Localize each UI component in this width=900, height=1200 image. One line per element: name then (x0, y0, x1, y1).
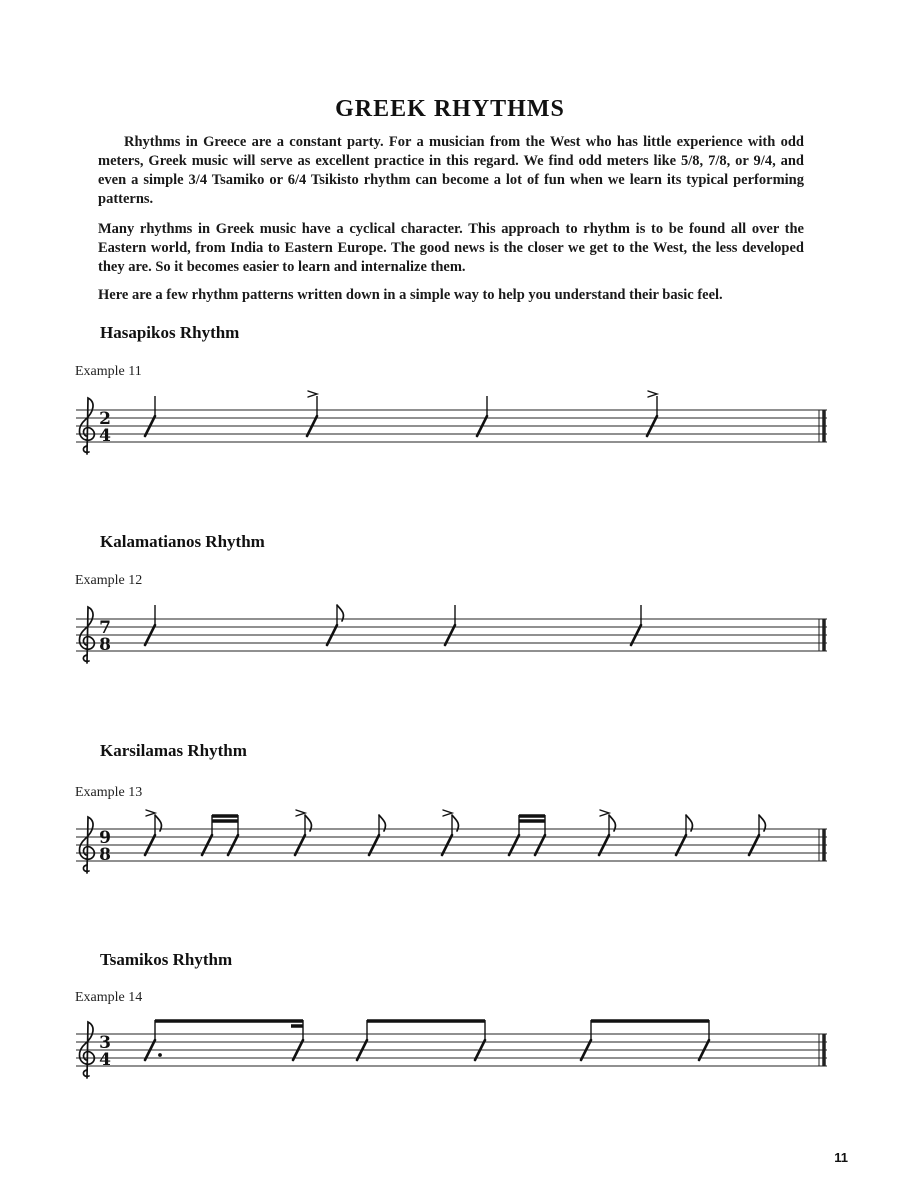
notes-group (145, 391, 657, 436)
staff-example-13 (72, 809, 832, 883)
staff-lines (76, 410, 827, 442)
example-label-11: Example 11 (75, 364, 142, 379)
staff-example-11 (72, 390, 832, 464)
time-signature-top: 9 (99, 828, 111, 848)
time-signature-bottom: 4 (99, 426, 111, 446)
accent-mark (600, 810, 609, 816)
augmentation-dot (158, 1053, 162, 1057)
accent-mark (443, 810, 452, 816)
staff-lines (76, 619, 827, 651)
example-label-12: Example 12 (75, 573, 143, 588)
time-signature-top: 3 (99, 1033, 111, 1053)
example-label-13: Example 13 (75, 785, 143, 800)
patterns-paragraph: Here are a few rhythm patterns written down in a simple way to help you understand their basic feel. (98, 287, 723, 303)
page-title: GREEK RHYTHMS (335, 96, 565, 122)
time-signature-bottom: 8 (99, 845, 111, 865)
page-number: 11 (834, 1150, 848, 1165)
rhythm-heading-kalamatianos: Kalamatianos Rhythm (100, 532, 265, 551)
notes-group (145, 810, 765, 855)
notes-group (145, 605, 641, 645)
accent-mark (648, 391, 657, 397)
staff-example-14 (72, 1014, 832, 1088)
cyclical-paragraph: Many rhythms in Greek music have a cyclical character. This approach to rhythm is to be found all over the Eastern world, from India to Eastern Europe. The good news is the closer we get to the West, the less developed they are. So it becomes easier to learn and internalize them. (98, 221, 804, 275)
time-signature-bottom: 8 (99, 635, 111, 655)
time-signature-top: 2 (99, 409, 111, 429)
time-signature-bottom: 4 (99, 1050, 111, 1070)
rhythm-heading-tsamikos: Tsamikos Rhythm (100, 950, 233, 969)
accent-mark (296, 810, 305, 816)
rhythm-heading-karsilamas: Karsilamas Rhythm (100, 741, 247, 760)
accent-mark (308, 391, 317, 397)
rhythm-heading-hasapikos: Hasapikos Rhythm (100, 323, 240, 342)
staff-example-12 (72, 599, 832, 673)
accent-mark (146, 810, 155, 816)
notes-group (145, 1020, 709, 1060)
example-label-14: Example 14 (75, 990, 143, 1005)
staff-lines (76, 1034, 827, 1066)
time-signature-top: 7 (99, 618, 111, 638)
intro-paragraph: Rhythms in Greece are a constant party. For a musician from the West who has little experience with odd meters, Greek music will serve as excellent practice in this regard. We find odd meters like 5/8, 7/8, or 9/4, and even a simple 3/4 Tsamiko or 6/4 Tsikisto rhythm can become a lot of fun when we learn its typical performing patterns. (98, 134, 804, 207)
